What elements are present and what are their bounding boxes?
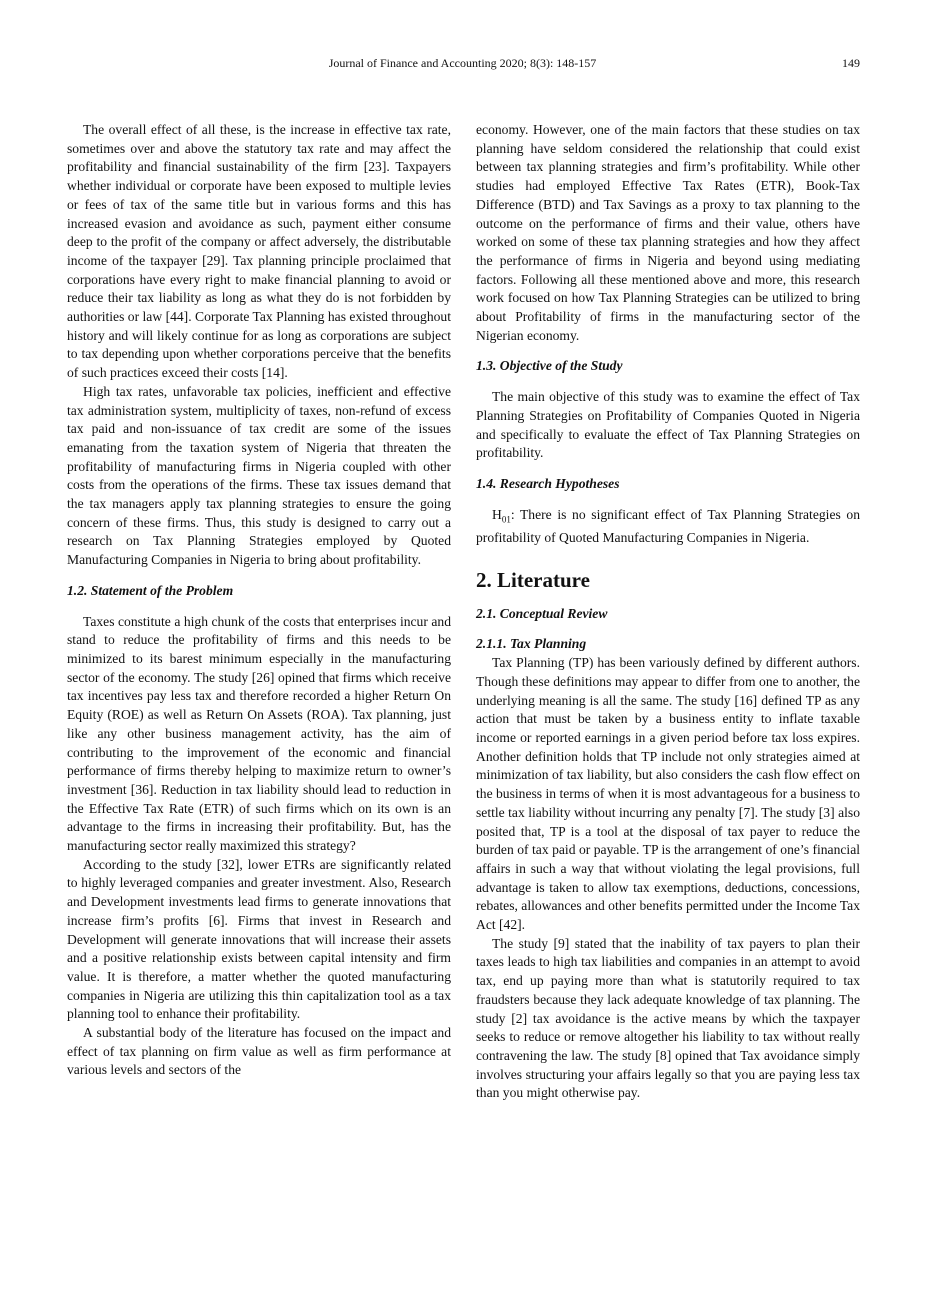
section-heading-2-1-1: 2.1.1. Tax Planning: [476, 636, 587, 652]
page-number: 149: [842, 56, 860, 70]
hypothesis: [476, 506, 860, 548]
page-header: [0, 56, 925, 74]
paragraph: The overall effect of all these, is the increase in effective tax rate, sometimes over and above the statutory tax rate and may affect the profitability and financial sustainability of the firm [23]. Taxpayers whether individual or corporate have been exposed to multiple levies or fees of tax of the same title but in various forms and this has increased evasion and avoidance as such, payment either consume deep to the profit of the company or affect adversely, the distributable income of the taxpayer [29]. Tax planning principle proclaimed that corporations have every right to make financial planning to avoid or reduce their tax liability as long as what they do is not forbidden by authorities or law [44]. Corporate Tax Planning has existed throughout history and will likely continue for as long as corporations are subject to tax depending upon whether corporations perceive that the benefits of such practices exceed their costs [14].: [67, 122, 451, 381]
left-column: [67, 121, 451, 1080]
right-column: [476, 121, 860, 1103]
paragraph: High tax rates, unfavorable tax policies, inefficient and effective tax administration system, multiplicity of taxes, non-refund of excess tax paid and non-issuance of tax credit are some of the issues emanating from the taxation system of Nigeria that threaten the profitability of manufacturing firms in Nigeria coupled with other costs from the operations of the firms. These tax issues demand that the tax managers apply tax planning strategies to ensure the going concern of these firms. Thus, this study is designed to carry out a research on Tax Planning Strategies employed by Quoted Manufacturing Companies in Nigeria to bring about profitability.: [67, 383, 451, 568]
paragraph: The main objective of this study was to examine the effect of Tax Planning Strategies on Profitability of Companies Quoted in Nigeria and specifically to evaluate the effect of Tax Planning Strategies on profitability.: [476, 389, 860, 461]
hypothesis-subscript: 01: [501, 514, 511, 525]
paragraph: According to the study [32], lower ETRs are significantly related to highly leveraged companies and greater investment. Also, Research and Development investments lead firms to generate innovations that increase firm’s profits [6]. Firms that invest in Research and Development will generate innovations that will increase their assets and a positive relationship exists between capital intensity and firm value. It is therefore, a matter whether the quoted manufacturing companies in Nigeria are utilizing this thin capitalization tool as a tax planning tool to enhance their profitability.: [67, 856, 451, 1022]
paragraph: The study [9] stated that the inability of tax payers to plan their taxes leads to high tax liabilities and companies in an attempt to avoid tax, end up paying more than what is statutorily required to tax fraudsters because they lack adequate knowledge of tax planning. The study [2] tax avoidance is the active means by which the taxpayer seeks to reduce or remove altogether his liability to tax without really contravening the law. The study [8] opined that Tax avoidance simply involves structuring your affairs legally so that you are paying less tax than you might otherwise pay.: [476, 935, 860, 1101]
section-heading-2: 2. Literature: [476, 567, 590, 592]
section-heading-1-2: 1.2. Statement of the Problem: [67, 582, 234, 598]
hypothesis-symbol: H: [492, 506, 502, 522]
section-heading-1-4: 1.4. Research Hypotheses: [476, 475, 620, 491]
paragraph: Tax Planning (TP) has been variously defined by different authors. Though these definitions may appear to differ from one to another, the underlying meaning is all the same. The study [16] defined TP as any action that must be taken by a business entity to inflate taxable income or reported earnings in a given period before tax loss expires. Another definition holds that TP include not only strategies aimed at minimization of tax liability, but also considers the cash flow effect on the business in terms of when it is most advantageous for a business to settle tax liability without incurring any penalty [7]. The study [3] also posited that, TP is a tool at the disposal of tax payer to reduce the burden of tax paid or payable. TP is the arrangement of one’s financial affairs in such a way that without violating the legal provisions, full advantage is taken to allow tax exemptions, deductions, concessions, rebates, allowances and other benefits permitted under the Income Tax Act [42].: [476, 655, 860, 933]
paragraph: A substantial body of the literature has focused on the impact and effect of tax planning on firm value as well as firm performance at various levels and sectors of the: [67, 1025, 451, 1078]
paragraph: economy. However, one of the main factors that these studies on tax planning have seldom considered the relationship that could exist between tax planning strategies and firm’s profitability. While other studies had employed Effective Tax Rates (ETR), Book-Tax Difference (BTD) and Tax Savings as a proxy to tax planning to the outcome on the performance of firms and their value, others have worked on some of these tax planning strategies and how they affect the performance of firms in Nigeria and beyond using mediating factors. Following all these mentioned above and more, this research work focused on how Tax Planning Strategies can be utilized to bring about Profitability of firms in the manufacturing sector of the Nigerian economy.: [476, 122, 860, 343]
section-heading-1-3: 1.3. Objective of the Study: [476, 358, 623, 374]
hypothesis-text: : There is no significant effect of Tax Planning Strategies on profitability of Quoted Manufacturing Companies in Nigeria.: [476, 506, 860, 546]
journal-citation: Journal of Finance and Accounting 2020; 8(3): 148-157: [328, 56, 597, 70]
section-heading-2-1: 2.1. Conceptual Review: [476, 605, 608, 621]
paragraph: Taxes constitute a high chunk of the costs that enterprises incur and stand to reduce the profitability of firms and this needs to be minimized to its barest minimum especially in the manufacturing sector of the economy. The study [26] opined that firms which receive tax incentives pay less tax and therefore recorded a higher Return On Equity (ROE) as well as Return On Assets (ROA). Tax planning, just like any other business management activity, has the aim of contributing to the improvement of the economic and financial performance of firms thereby helping to maximize return to owner’s investment [36]. Reduction in tax liability should lead to reduction in the Effective Tax Rate (ETR) of such firms which on its own is an advantage to the firms in increasing their profitability. But, has the manufacturing sector really maximized this strategy?: [67, 613, 451, 854]
